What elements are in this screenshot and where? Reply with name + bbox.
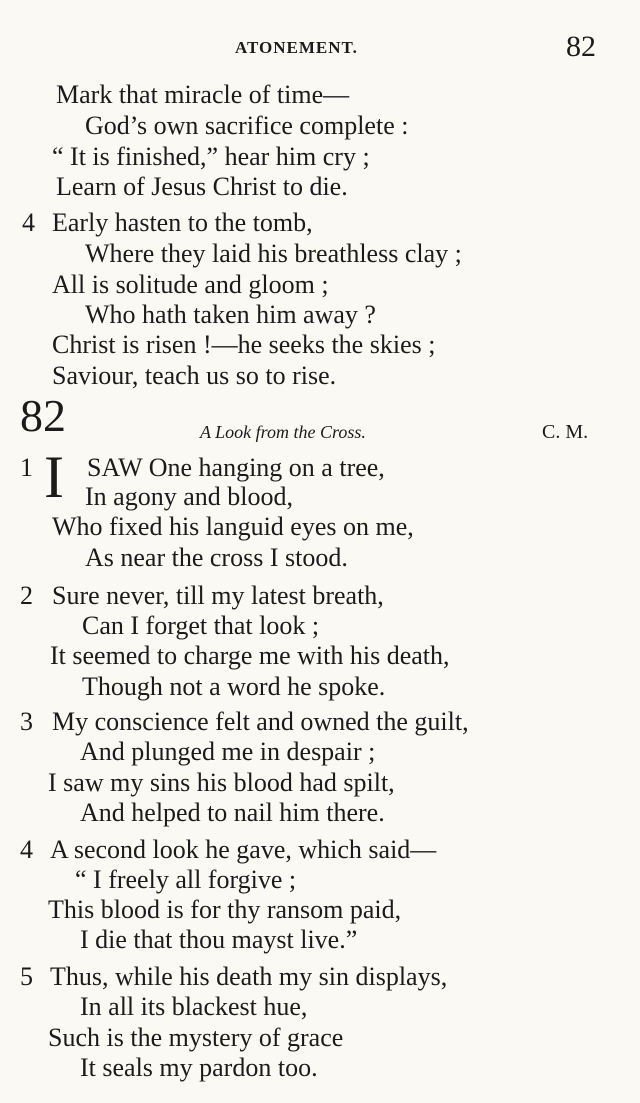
verse-line: My conscience felt and owned the guilt, (52, 707, 469, 736)
verse-line: Can I forget that look ; (82, 611, 320, 640)
verse-line: Thus, while his death my sin displays, (50, 962, 448, 991)
verse-line: In all its blackest hue, (80, 992, 308, 1021)
verse-line: I saw my sins his blood had spilt, (48, 768, 395, 797)
verse-line: In agony and blood, (85, 482, 293, 511)
verse-line: A second look he gave, which said— (50, 835, 437, 864)
verse-line: Christ is risen !—he seeks the skies ; (52, 330, 436, 359)
verse-number: 4 (22, 208, 35, 237)
page-number: 82 (566, 30, 596, 63)
verse-line: Who hath taken him away ? (85, 300, 376, 329)
verse-line: Mark that miracle of time— (56, 80, 350, 109)
running-head: ATONEMENT. (235, 38, 358, 57)
verse-line: Though not a word he spoke. (82, 672, 386, 701)
hymn-meter: C. M. (542, 421, 589, 443)
verse-line: Where they laid his breathless clay ; (85, 239, 462, 268)
verse-line: This blood is for thy ransom paid, (48, 895, 402, 924)
verse-line: “ It is finished,” hear him cry ; (52, 142, 370, 171)
verse-line: All is solitude and gloom ; (52, 270, 329, 299)
verse-line: Early hasten to the tomb, (52, 208, 313, 237)
verse-line: Such is the mystery of grace (48, 1023, 344, 1052)
drop-capital: I (44, 444, 64, 510)
verse-line: And plunged me in despair ; (80, 737, 376, 766)
hymn-number: 82 (20, 390, 66, 441)
verse-number: 5 (20, 962, 33, 991)
verse-line: And helped to nail him there. (80, 798, 385, 827)
verse-line: I die that thou mayst live.” (80, 925, 358, 954)
verse-line: Learn of Jesus Christ to die. (56, 172, 348, 201)
verse-line: SAW One hanging on a tree, (87, 453, 385, 482)
verse-line: Sure never, till my latest breath, (52, 581, 384, 610)
verse-line: Saviour, teach us so to rise. (52, 361, 337, 390)
verse-number: 2 (20, 581, 33, 610)
verse-line: “ I freely all forgive ; (75, 865, 297, 894)
verse-line: God’s own sacrifice complete : (85, 111, 409, 140)
verse-number: 1 (20, 453, 33, 482)
verse-number: 3 (20, 707, 33, 736)
verse-line: It seemed to charge me with his death, (50, 641, 450, 670)
verse-number: 4 (20, 835, 33, 864)
hymn-title: A Look from the Cross. (200, 422, 366, 442)
verse-line: Who fixed his languid eyes on me, (52, 512, 414, 541)
verse-line: It seals my pardon too. (80, 1053, 318, 1082)
verse-line: As near the cross I stood. (85, 543, 348, 572)
